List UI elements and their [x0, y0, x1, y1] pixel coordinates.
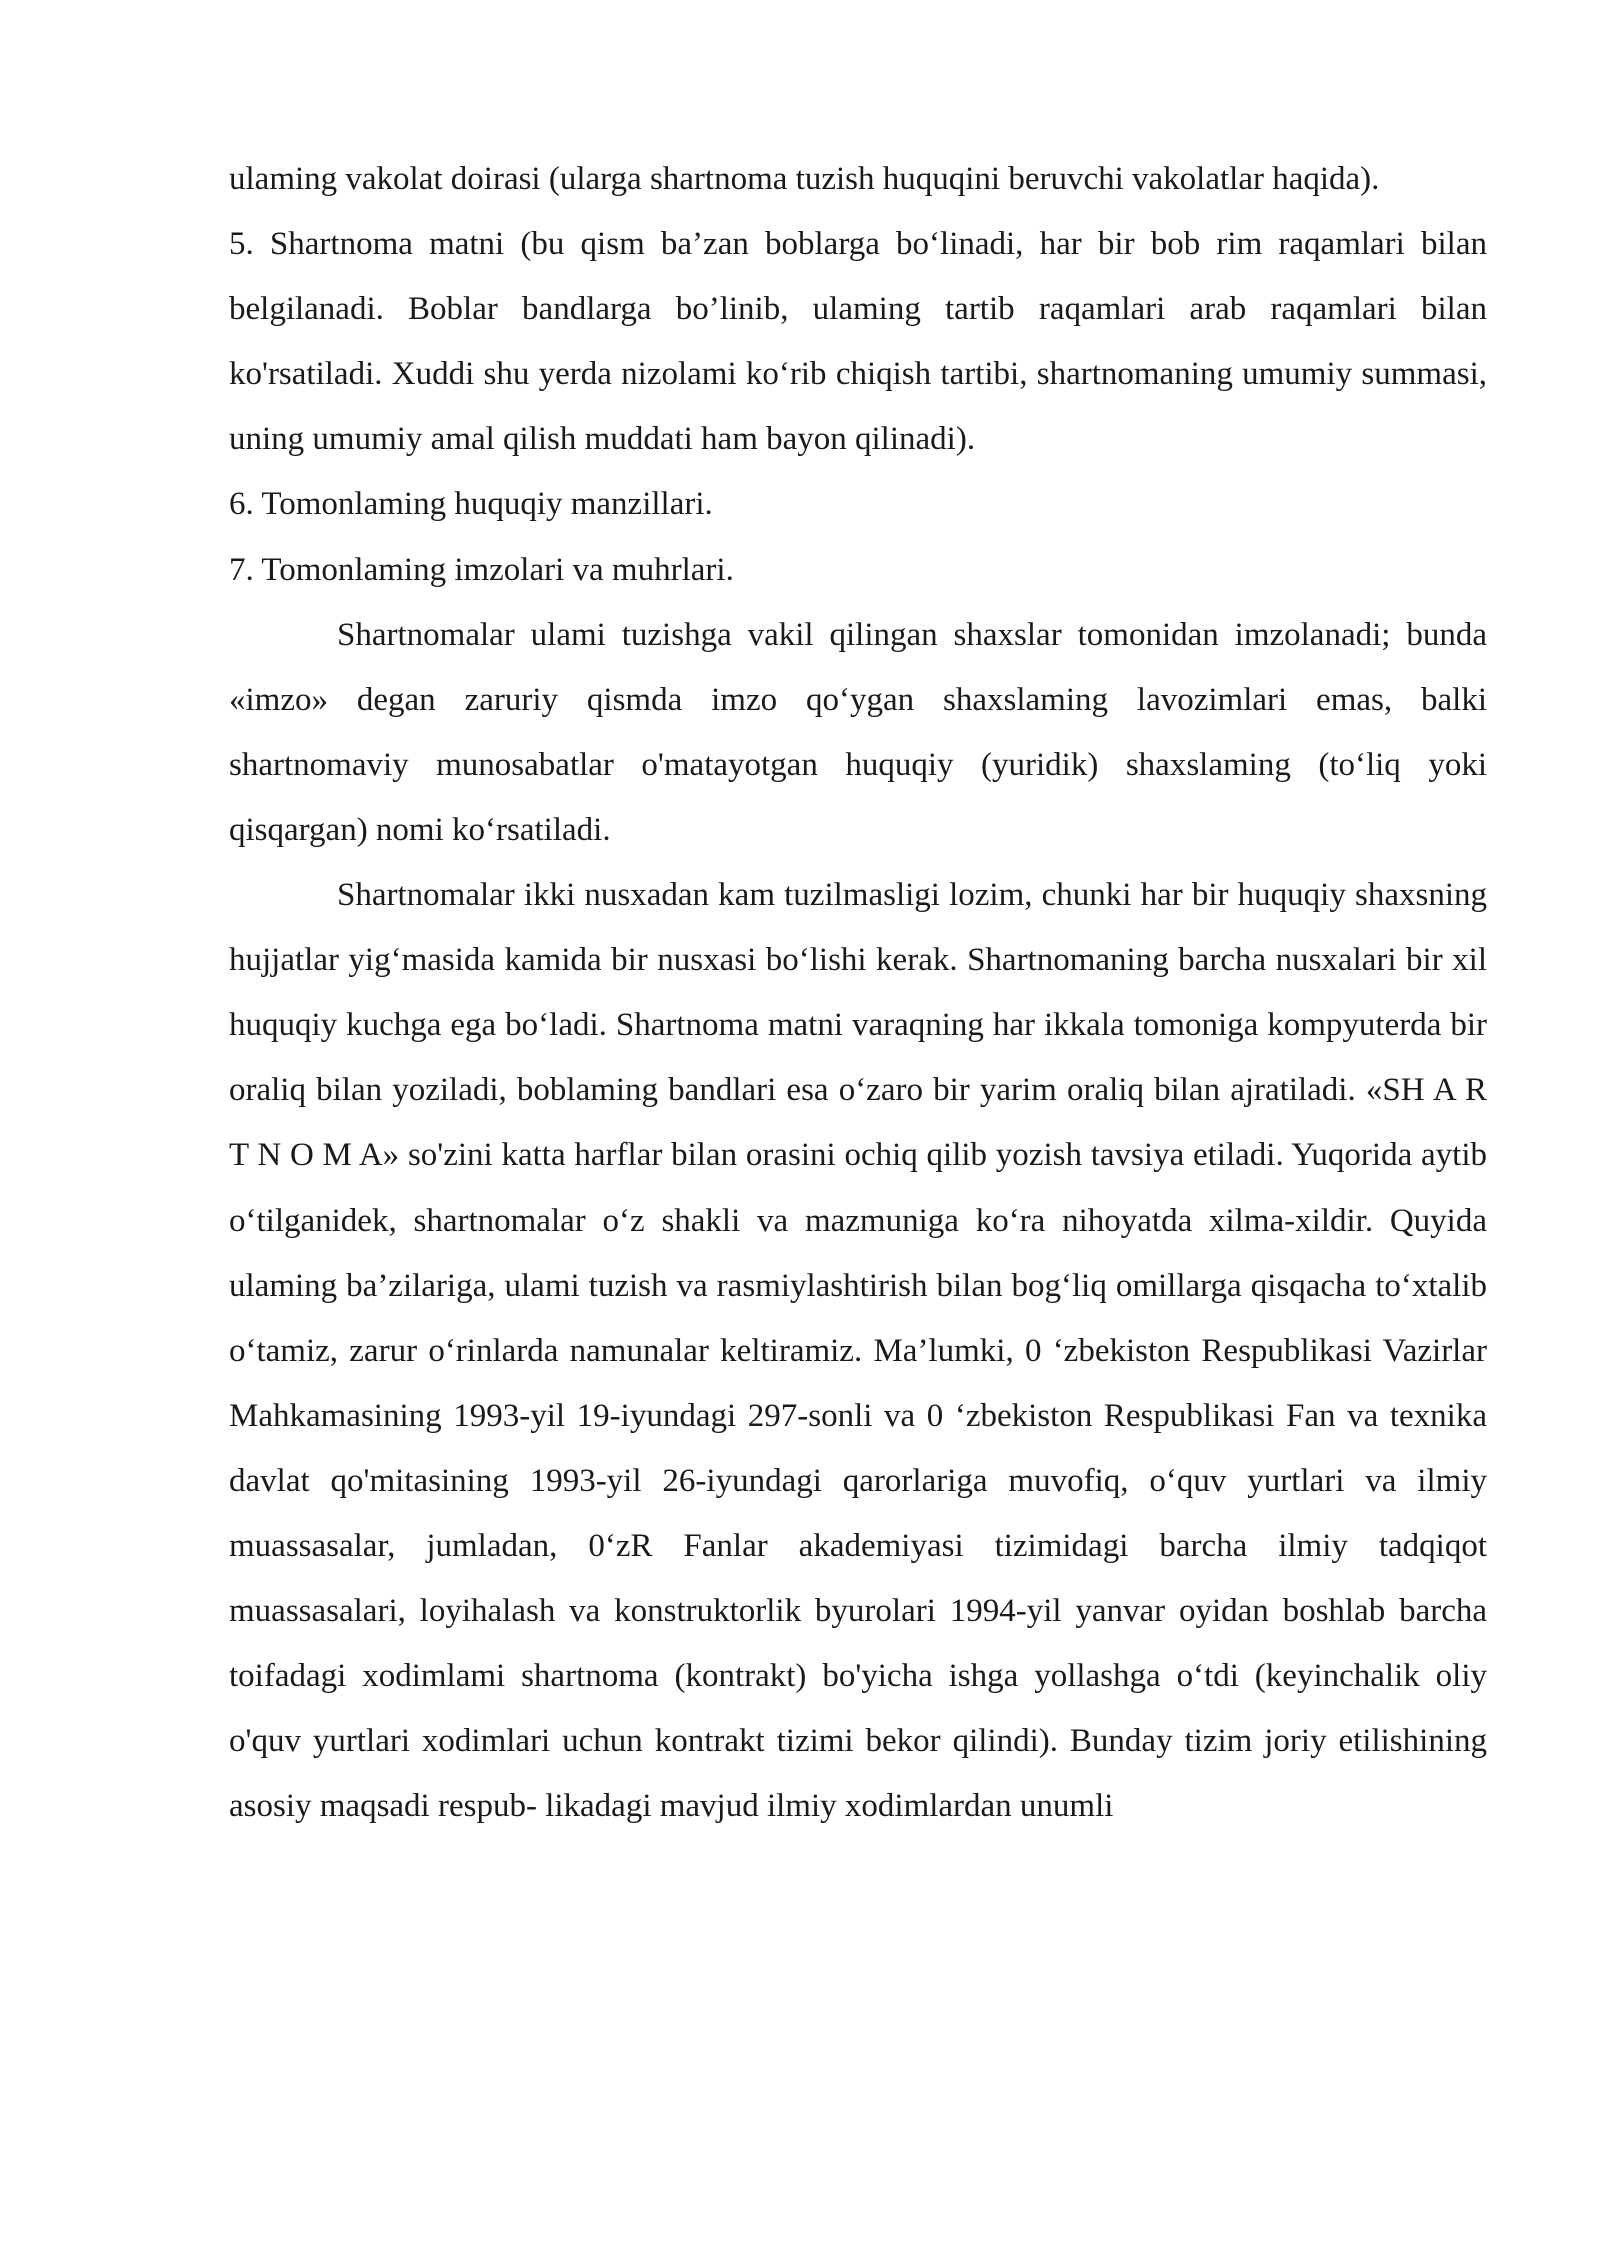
paragraph-copies: Shartnomalar ikki nusxadan kam tuzilmasligi lozim, chunki har bir huquqiy shaxsning hujjatlar yig‘masida kamida bir nusxasi bo‘lishi kerak. Shartnomaning barcha nusxalari bir xil huquqiy kuchga ega bo‘ladi. Shartnoma matni varaqning har ikkala tomoniga kompyuterda bir oraliq bilan yoziladi, boblaming bandlari esa o‘zaro bir yarim oraliq bilan ajratiladi. «SH A R T N O M A» so'zini katta harflar bilan orasini ochiq qilib yozish tavsiya etiladi. Yuqorida aytib o‘tilganidek, shartnomalar o‘z shakli va mazmuniga ko‘ra nihoyatda xilma-xildir. Quyida ulaming ba’zilariga, ulami tuzish va rasmiylashtirish bilan bog‘liq omillarga qisqacha to‘xtalib o‘tamiz, zarur o‘rinlarda namunalar keltiramiz. Ma’lumki, 0 ‘zbekiston Respublikasi Vazirlar Mahkamasining 1993-yil 19-iyundagi 297-sonli va 0 ‘zbekiston Respublikasi Fan va texnika davlat qo'mitasining 1993-yil 26-iyundagi qarorlariga muvofiq, o‘quv yurtlari va ilmiy muassasalar, jumladan, 0‘zR Fanlar akademiyasi tizimidagi barcha ilmiy tadqiqot muassasalari, loyihalash va konstruktorlik byurolari 1994-yil yanvar oyidan boshlab barcha toifadagi xodimlami shartnoma (kontrakt) bo'yicha ishga yollashga o‘tdi (keyinchalik oliy o'quv yurtlari xodimlari uchun kontrakt tizimi bekor qilindi). Bunday tizim joriy etilishining asosiy maqsadi respub- likadagi mavjud ilmiy xodimlardan unumli [229, 877, 1487, 1825]
paragraph-authority-scope: ulaming vakolat doirasi (ularga shartnoma tuzish huquqini beruvchi vakolatlar haqida). [229, 161, 1380, 197]
document-body [229, 147, 1487, 1839]
paragraph-signing: Shartnomalar ulami tuzishga vakil qilingan shaxslar tomonidan imzolanadi; bunda «imzo» degan zaruriy qismda imzo qo‘ygan shaxslaming lavozimlari emas, balki shartnomaviy munosabatlar o'matayotgan huquqiy (yuridik) shaxslaming (to‘liq yoki qisqargan) nomi ko‘rsatiladi. [229, 616, 1487, 848]
list-item-5-contract-text: 5. Shartnoma matni (bu qism ba’zan boblarga bo‘linadi, har bir bob rim raqamlari bilan belgilanadi. Boblar bandlarga bo’linib, ulaming tartib raqamlari arab raqamlari bilan ko'rsatiladi. Xuddi shu yerda nizolami ko‘rib chiqish tartibi, shartnomaning umumiy summasi, uning umumiy amal qilish muddati ham bayon qilinadi). [229, 226, 1487, 458]
list-item-7-signatures-seals: 7. Tomonlaming imzolari va muhrlari. [229, 551, 734, 588]
list-item-6-legal-addresses: 6. Tomonlaming huquqiy manzillari. [229, 486, 713, 523]
